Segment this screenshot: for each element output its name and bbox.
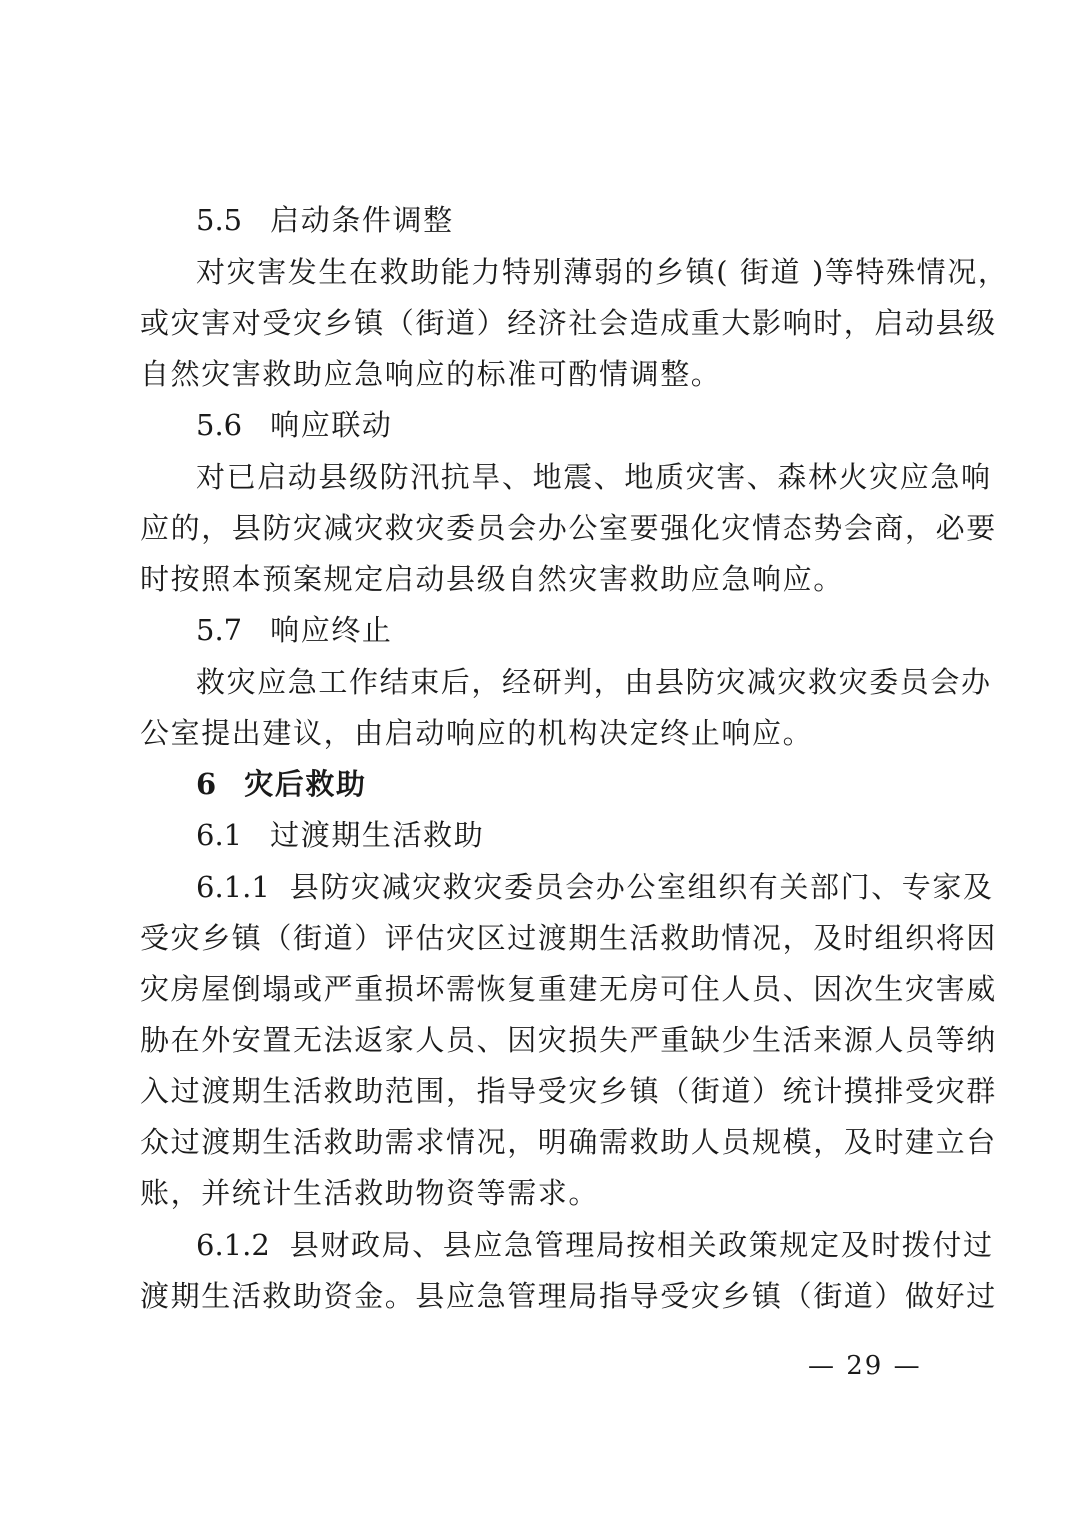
chapter-heading-6 (196, 764, 367, 804)
section-heading-5-5 (196, 200, 454, 240)
paragraph-line: 或灾害对受灾乡镇（街道）经济社会造成重大影响时，启动县级 (140, 306, 997, 340)
paragraph-line: 自然灾害救助应急响应的标准可酌情调整。 (140, 357, 722, 391)
chapter-title: 灾后救助 (244, 767, 367, 801)
clause-number: 6.1.1 (196, 870, 270, 904)
section-heading-6-1 (196, 815, 484, 855)
section-heading-5-7 (196, 610, 393, 650)
paragraph-line: 对已启动县级防汛抗旱、地震、地质灾害、森林火灾应急响 (196, 460, 992, 494)
paragraph-6-1-2-first-line (196, 1225, 994, 1265)
paragraph-line: 胁在外安置无法返家人员、因灾损失严重缺少生活来源人员等纳 (140, 1023, 997, 1057)
section-number: 5.7 (196, 613, 243, 647)
paragraph-line: 公室提出建议，由启动响应的机构决定终止响应。 (140, 716, 814, 750)
page-number: — 29 — (808, 1351, 922, 1381)
section-number: 5.5 (196, 203, 243, 237)
section-number: 5.6 (196, 408, 243, 442)
paragraph-line: 灾房屋倒塌或严重损坏需恢复重建无房可住人员、因次生灾害威 (140, 972, 997, 1006)
paragraph-line: 对灾害发生在救助能力特别薄弱的乡镇( 街道 )等特殊情况， (196, 255, 1009, 289)
section-title: 响应终止 (270, 613, 393, 647)
paragraph-line: 众过渡期生活救助需求情况，明确需救助人员规模，及时建立台 (140, 1125, 997, 1159)
clause-number: 6.1.2 (196, 1228, 270, 1262)
section-title: 过渡期生活救助 (270, 818, 485, 852)
section-number: 6.1 (196, 818, 243, 852)
paragraph-line: 受灾乡镇（街道）评估灾区过渡期生活救助情况，及时组织将因 (140, 921, 997, 955)
paragraph-line: 应的，县防灾减灾救灾委员会办公室要强化灾情态势会商，必要 (140, 511, 997, 545)
paragraph-line: 入过渡期生活救助范围，指导受灾乡镇（街道）统计摸排受灾群 (140, 1074, 997, 1108)
section-title: 启动条件调整 (270, 203, 454, 237)
section-heading-5-6 (196, 405, 393, 445)
paragraph-line: 救灾应急工作结束后，经研判，由县防灾减灾救灾委员会办 (196, 665, 992, 699)
paragraph-line: 账，并统计生活救助物资等需求。 (140, 1176, 600, 1210)
chapter-number: 6 (196, 767, 217, 801)
paragraph-line: 时按照本预案规定启动县级自然灾害救助应急响应。 (140, 562, 844, 596)
paragraph-text: 县防灾减灾救灾委员会办公室组织有关部门、专家及 (289, 870, 994, 904)
paragraph-6-1-1-first-line (196, 867, 994, 907)
paragraph-line: 渡期生活救助资金。县应急管理局指导受灾乡镇（街道）做好过 (140, 1279, 997, 1313)
section-title: 响应联动 (270, 408, 393, 442)
paragraph-text: 县财政局、县应急管理局按相关政策规定及时拨付过 (289, 1228, 994, 1262)
